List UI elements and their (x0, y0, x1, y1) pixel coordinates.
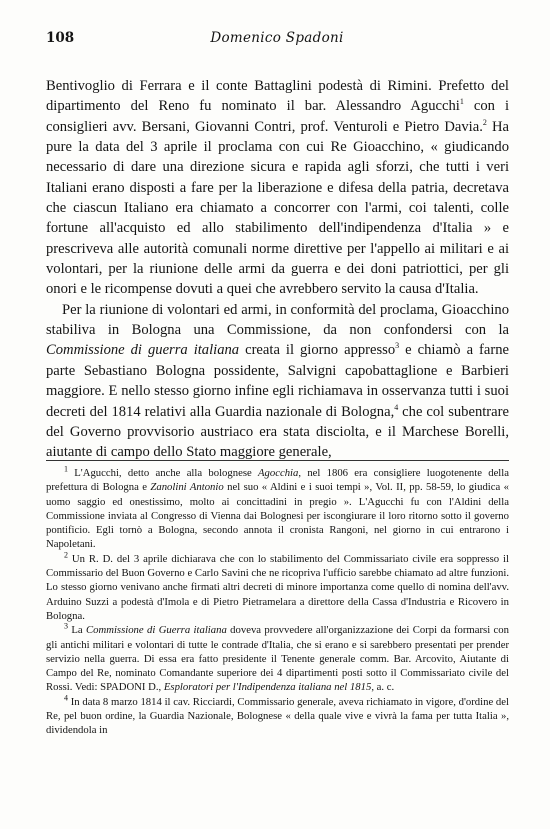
note-marker: 4 (394, 402, 399, 412)
note-marker: 4 (64, 693, 68, 703)
text-run: , a. c. (371, 681, 395, 694)
italic-text: Commissione di Guerra italiana (86, 624, 227, 637)
text-run: Bentivoglio di Ferrara e il conte Battaglini podestà di Rimini. Prefetto del dipartimento del Reno fu nominato il bar. Alessandro Agucchi (46, 78, 509, 115)
text-run: L'Agucchi, detto anche alla bolognese (68, 467, 258, 479)
text-run: che col subentrare del Governo provvisorio austriaco era stata disciolta, e il Marchese Borelli, aiutante di campo dello Stato maggiore generale, (46, 403, 509, 461)
page-header (46, 30, 508, 50)
running-title: Domenico Spadoni (210, 30, 344, 46)
italic-text: Esploratori per l'Indipendenza italiana nel 1815 (163, 681, 372, 694)
footnotes (46, 466, 509, 738)
footnote-divider (46, 460, 509, 461)
italic-text: Agocchia (258, 467, 299, 479)
paragraph (46, 76, 509, 300)
page-number: 108 (46, 30, 75, 46)
main-text (46, 76, 509, 463)
text-run: nel suo « Aldini e i suoi tempi », Vol. II, pp. 58-59, lo giudica « uomo saggio ed onestissimo, molto ai concittadini in pregio ». L'Agucchi fu con l'Aldini della Commissione inviata al Congresso di Vienna dai Bolognesi per iscongiurare il loro ritorno sotto il governo pontificio. Egli tornò a Bologna, secondo annota il cronista Rangoni, nel giorno in cui entrarono i Napoletani. (46, 481, 509, 551)
text-run: , nel 1806 era consigliere luogotenente della prefettura di Bologna e (46, 467, 509, 494)
note-marker: 3 (64, 621, 68, 631)
text-run: Per la riunione di volontari ed armi, in conformità del proclama, Gioacchino stabiliva in Bologna una Commissione, da non confondersi con la (46, 301, 509, 339)
note-marker: 1 (64, 464, 68, 474)
italic-text: Zanolini Antonio (150, 481, 224, 494)
text-run: doveva provvedere all'organizzazione dei Corpi da formarsi con gli antichi militari e volontari di tutte le contrade d'Italia, che si erano e si sarebbero presentati per prender servizio nella guerra. Di essa era fatto presidente il Tenente generale comm. Bar. Arcovito, Aiutante di Campo del Re, nominato Comandante superiore dei 4 dipartimenti posti sotto il Commissariato civile del Rossi. Vedi: SPADONI D., (46, 624, 509, 694)
note-marker: 2 (482, 117, 487, 127)
text-run: La (68, 624, 87, 637)
text-run: Un R. D. del 3 aprile dichiarava che con lo stabilimento del Commissariato civile era soppresso il Commissario del Buon Governo e Carlo Savini che ne ricopriva l'ufficio sarebbe chiamato ad altre funzioni. Lo stesso giorno venivano anche firmati altri decreti di minore importanza come quello di nomina dell'avv. Arduino Suzzi a podestà d'Imola e di Pietro Pietramelara a direttore della Cassa d'Industria e Ricovero in Bologna. (46, 552, 509, 622)
footnote (46, 552, 509, 623)
text-run: creata il giorno appresso (239, 342, 396, 359)
text-run: con i consiglieri avv. Bersani, Giovanni Contri, prof. Venturoli e Pietro Davia. (46, 98, 509, 135)
footnote (46, 695, 509, 738)
paragraph (46, 300, 509, 463)
note-marker: 2 (64, 550, 68, 560)
italic-text: Commissione di guerra italiana (46, 342, 240, 359)
text-run: In data 8 marzo 1814 il cav. Ricciardi, Commissario generale, aveva richiamato in vigore, d'ordine del Re, pel buon ordine, la Guardia Nazionale, Bolognese « della quale vive e vivrà la fama per tutta Italia », dividendola in (46, 695, 509, 737)
footnote (46, 623, 509, 694)
note-marker: 1 (459, 97, 464, 107)
text-run: e chiamò a farne parte Sebastiano Bologna possidente, Salvigni capobattaglione e Barbieri maggiore. E nello stesso giorno infine egli richiamava in osservanza tutti i suoi decreti del 1814 relativi alla Guardia nazionale di Bologna, (46, 342, 510, 420)
text-run: Ha pure la data del 3 aprile il proclama con cui Re Gioacchino, « giudicando necessario di dare una direzione sicura e rapida agli sforzi, che tutti i veri Italiani erano disposti a fare per la liberazione e difesa della patria, decretava che ciascun Italiano era chiamato a concorrer con l'armi, coi talenti, colle fortune all'acquisto ed allo stabilimento dell'indipendenza d'Italia » e prescriveva alle autorità comunali norme direttive per l'appello ai militari e ai volontari, per la riunione delle armi da guerra e dei doni patriottici, per gli onori e le ricompense dovuti a quei che avrebbero servito la causa d'Italia. (46, 118, 509, 298)
note-marker: 3 (395, 341, 400, 351)
footnote (46, 466, 509, 552)
